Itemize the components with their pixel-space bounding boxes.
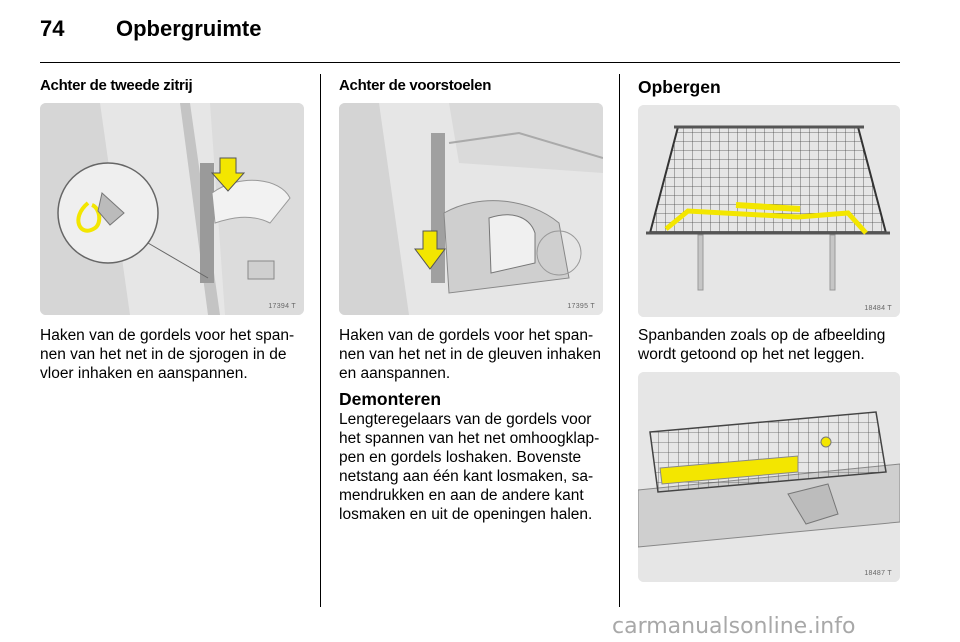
paragraph-front-seats: Haken van de gordels voor het span- nen van het net in de gleuven inhaken en aanspannen. xyxy=(339,327,601,382)
watermark: carmanualsonline.info xyxy=(612,614,856,639)
figure-code: 17395 T xyxy=(567,303,595,310)
figure-second-row-hooks xyxy=(40,103,304,315)
section-heading-storage: Opbergen xyxy=(638,77,721,97)
figure-code: 18484 T xyxy=(864,305,892,312)
page-title: Opbergruimte xyxy=(116,16,262,41)
paragraph-remove: Lengteregelaars van de gordels voor het spannen van het net omhoogklap- pen en gordels loshaken. Bovenste netstang aan één kant losmaken, sa- mendrukken en aan de andere kant losmaken en uit de openingen halen. xyxy=(339,411,600,523)
paragraph-storage: Spanbanden zoals op de afbeelding wordt getoond op het net leggen. xyxy=(638,327,886,363)
figure-net-rolled xyxy=(638,372,900,582)
figure-code: 18487 T xyxy=(864,570,892,577)
figure-front-seats-hooks xyxy=(339,103,603,315)
figure-net-straps xyxy=(638,105,900,317)
subheading-remove: Demonteren xyxy=(339,389,442,409)
page-number: 74 xyxy=(40,16,65,41)
column-divider-1 xyxy=(320,74,321,607)
header-rule xyxy=(40,62,900,63)
paragraph-second-row: Haken van de gordels voor het span- nen van het net in de sjorogen in de vloer inhaken en aanspannen. xyxy=(40,327,295,382)
section-heading-front-seats: Achter de voorstoelen xyxy=(339,77,492,94)
figure-code: 17394 T xyxy=(268,303,296,310)
section-heading-second-row: Achter de tweede zitrij xyxy=(40,77,193,94)
column-divider-2 xyxy=(619,74,620,607)
